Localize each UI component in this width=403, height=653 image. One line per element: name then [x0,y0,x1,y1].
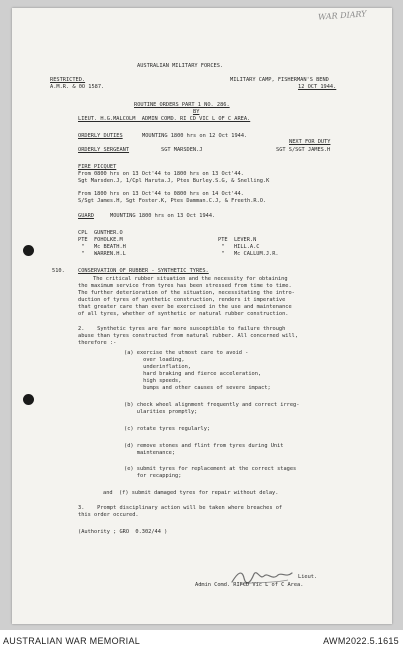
item-f: and (f) submit damaged tyres for repair without delay. [103,490,279,496]
war-diary-stamp: WAR DIARY [317,9,367,22]
item-e-line-2: for recapping; [124,473,182,479]
punch-hole-top [23,245,34,256]
fire-picquet-time-2: From 1800 hrs on 13 Oct'44 to 0800 hrs on 14 Oct'44. [78,191,244,197]
orderly-sergeant-label: ORDERLY SERGEANT [78,147,130,153]
para1-line-1: The critical rubber situation and the necessity for obtaining [93,276,288,282]
item-a-line-5: high speeds, [124,378,182,384]
next-for-duty-label: NEXT FOR DUTY [289,139,331,145]
item-c: (c) rotate tyres regularly; [124,426,211,432]
orders-officer: LIEUT. H.G.MALCOLM ADMIN COMD. RI CD VIC L OF C AREA. [78,116,251,122]
fire-picquet-names-2: S/Sgt James.H, Sgt Foster.K, Ptes Damman.C.J, & Freeth.R.O. [78,198,267,204]
item-a-line-6: bumps and other causes of severe impact; [124,385,271,391]
para2-line-2: abuse than tyres constructed from natural rubber. All concerned will, [78,333,299,339]
orders-by: BY [193,109,200,115]
item-a-line-3: underinflation, [124,364,191,370]
footer-source: AUSTRALIAN WAR MEMORIAL [3,636,141,646]
document-page [12,8,392,624]
guard-roster-left-4: " WARREN.H.L [78,251,126,257]
signature-position: Admin Comd. RIFCD Vic L of C Area. [195,582,304,588]
orderly-sergeant-next: SGT S/SGT JAMES.H [276,147,331,153]
para2-line-1: 2. Synthetic tyres are far more susceptible to failure through [78,326,286,332]
punch-hole-bottom [23,394,34,405]
item-a-line-1: (a) exercise the utmost care to avoid - [124,350,249,356]
item-d-line-1: (d) remove stones and flint from tyres during Unit [124,443,284,449]
para2-line-3: therefore :- [78,340,117,346]
para1-line-6: of all tyres, whether of synthetic or natural rubber construction. [78,311,289,317]
guard-roster-right-1: PTE LEVER.N [218,237,257,243]
item-a-line-4: hard braking and fierce acceleration, [124,371,262,377]
section-title: CONSERVATION OF RUBBER - SYNTHETIC TYRES. [78,268,209,274]
authority-reference: (Authority ; GRO 0.302/44 ) [78,529,168,535]
footer-accession-number: AWM2022.5.1615 [323,636,399,646]
restricted-label: RESTRICTED. [50,77,86,83]
item-e-line-1: (e) submit tyres for replacement at the correct stages [124,466,297,472]
para1-line-3: The further deterioration of the situation, necessitating the intro- [78,290,295,296]
guard-label: GUARD [78,213,94,219]
orderly-sergeant-name: SGT MARSDEN.J [161,147,203,153]
orderly-duties-mount: MOUNTING 1800 hrs on 12 Oct 1944. [142,133,248,139]
item-d-line-2: maintenance; [124,450,176,456]
para1-line-2: the maximum service from tyres has been stressed from time to time. [78,283,292,289]
order-date: 12 OCT 1944. [298,84,337,90]
para1-line-5: that greater care than ever be exercised in the use and maintenance [78,304,292,310]
guard-roster-right-2: " HILL.A.C [218,244,260,250]
item-a-line-2: over loading, [124,357,185,363]
guard-roster-left-3: " Mc BEATH.H [78,244,126,250]
guard-mount: MOUNTING 1800 hrs on 13 Oct 1944. [110,213,216,219]
orders-title: ROUTINE ORDERS PART 1 NO. 286. [134,102,230,108]
fire-picquet-names-1: Sgt Marsden.J, 1/Cpl Haruta.J, Ptes Burley.S.G, & Snelling.K [78,178,270,184]
orderly-duties-label: ORDERLY DUTIES [78,133,123,139]
fire-picquet-label: FIRE PICQUET [78,164,117,170]
para3-line-1: 3. Prompt disciplinary action will be taken where breaches of [78,505,283,511]
guard-roster-left-1: CPL GUNTHER.O [78,230,123,236]
section-number: 510. [52,268,65,274]
para3-line-2: this order occured. [78,512,139,518]
guard-roster-left-2: PTE FOHOLKE.M [78,237,123,243]
item-b-line-2: ularities promptly; [124,409,198,415]
guard-roster-right-3: " Mc CALLUM.J.R. [218,251,279,257]
item-b-line-1: (b) check wheel alignment frequently and correct irreg- [124,402,300,408]
para1-line-4: duction of tyres of synthetic construction, renders it imperative [78,297,286,303]
caption-footer [0,631,403,653]
reference-number: A.M.R. & 0O 1587. [50,84,105,90]
signature-rank: Lieut. [298,574,318,580]
fire-picquet-time-1: From 0800 hrs on 13 Oct'44 to 1800 hrs on 13 Oct'44. [78,171,244,177]
camp-name: MILITARY CAMP, FISHERMAN'S BEND [230,77,329,83]
document-title: AUSTRALIAN MILITARY FORCES. [137,63,224,69]
